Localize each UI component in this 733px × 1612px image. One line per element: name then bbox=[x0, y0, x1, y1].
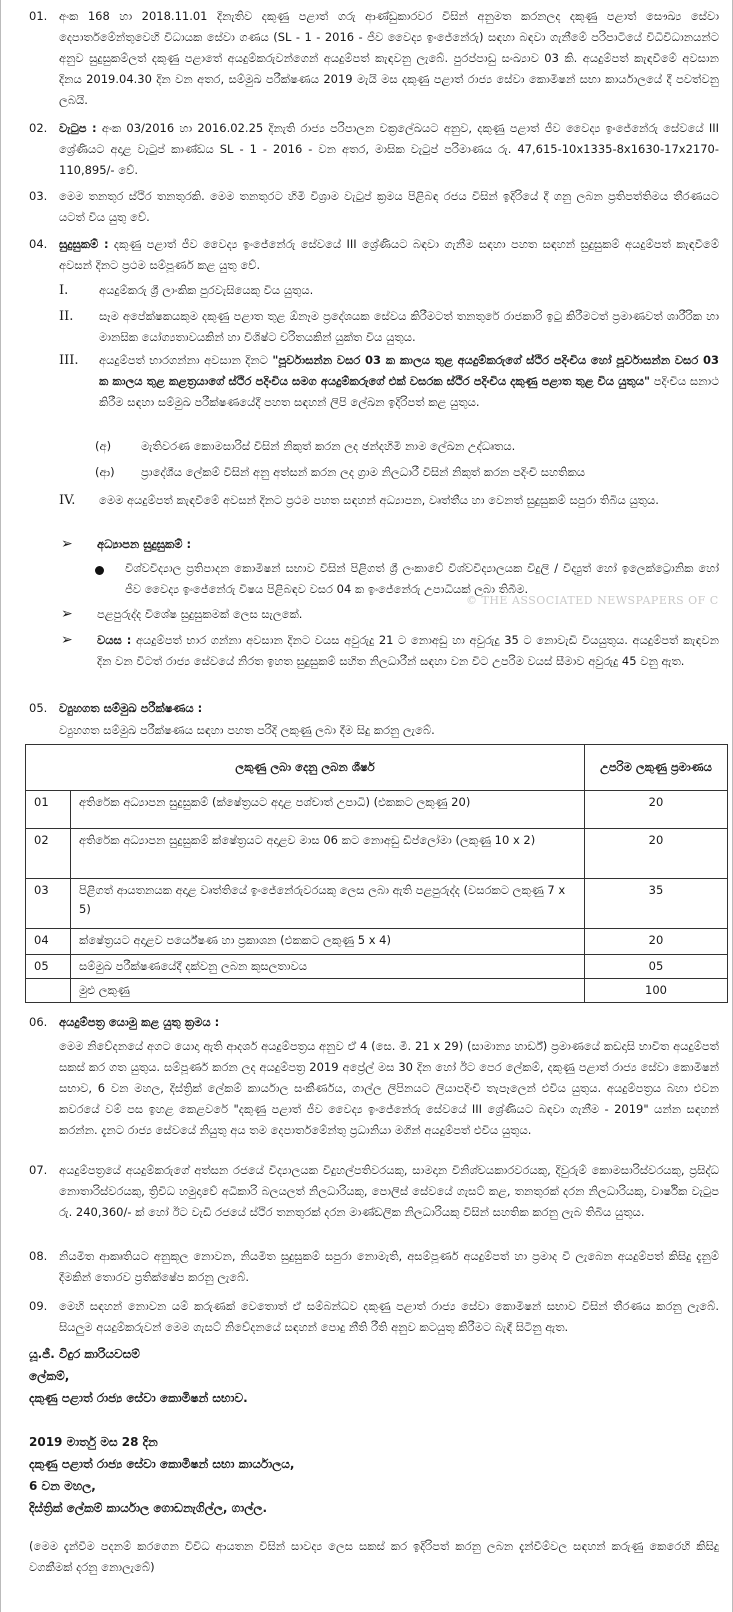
education-text: විශ්වවිද්‍යාල ප්‍රතිපාදන කොමිෂන් සභාව විසින් පිළිගත් ශ්‍රී ලංකාවේ විශ්වවිද්‍යාලයක විදුලි / විද්‍යුත් හෝ ඉලෙක්ට්‍රොනික හෝ ජීව වෛද්‍ය ඉංජේනේරු විෂය පිළිබඳව වසර 04 ක ඉංජේනේරු උපාධියක් ලබා තිබීම. bbox=[125, 561, 719, 596]
item-ii-numeral: II. bbox=[59, 309, 74, 324]
row-number: 02 bbox=[26, 829, 71, 879]
table-row bbox=[26, 829, 728, 879]
arrow-icon: ➢ bbox=[61, 632, 73, 648]
section-06-text: මෙම නිවේදනයේ අගට යොදා ඇති ආදර්ශ අයදුම්පත්‍රය අනුව ඒ 4 (සෙ. මී. 21 x 29) (සාමාන්‍ය හාර්ඩ්) ප්‍රමාණයේ කඩදාසි භාවිත අයදුම්පත් සකස් කර ගත යුතුය. සම්පූර්ණ කරන ලද අයදුම්පත්‍ර 2019 අප්‍රේල් මස 30 දින හෝ ඊට පෙර ලේකම්, දකුණු පළාත් රාජ්‍ය සේවා කොමිෂන් සභාව, 6 වන මහල, දිස්ත්‍රික් ලේකම් කාර්යාල සංකීර්ණය, ගාල්ල ලිපිනයට ලියාපදිංචි තැපෑලෙන් එවිය යුතුය. අයදුම්පත්‍රය බහා එවන කවරයේ වම් පස ඉහළ කෙළවරේ "දකුණු පළාත් ජීව වෛද්‍ය ඉංජේනේරු සේවයේ III ශ්‍රේණියට බඳවා ගැනීම - 2019" යන්න සඳහන් කරන්න. දැනට රාජ්‍ය සේවයේ නියුතු අය තම දෙපාර්තමේන්තු ප්‍රධානියා මගින් අයදුම්පත් එවිය යුතුය. bbox=[59, 1039, 719, 1137]
item-iii-numeral: III. bbox=[59, 353, 79, 368]
item-iii-residency-rule: "පූර්වාසන්න වසර 03 ක කාලය තුළ අයදුම්කරුගේ ස්ථිර පදිංචිය හෝ පූර්වාසන්න වසර 03 ක කාලය තුළ කළත්‍රයාගේ ස්ථිර පදිංචිය සමග අයදුම්කරුගේ එක් වසරක ස්ථිර පදිංචිය දකුණු පළාත තුළ විය යුතුය" bbox=[99, 353, 720, 388]
interview-intro: ව්‍යුහගත සම්මුඛ පරීක්ෂණය සඳහා පහත පරිදි ලකුණු ලබා දීම සිදු කරනු ලැබේ. bbox=[59, 723, 435, 737]
item-i-text: අයදුම්කරු ශ්‍රී ලාංකික පුරවැසියෙකු විය යුතුය. bbox=[99, 283, 314, 297]
row-criteria: පිළිගත් ආයතනයක අදාළ වෘත්තියේ ඉංජේනේරුවරයකු ලෙස ලබා ඇති පළපුරුද්ද (වසරකට ලකුණු 7 x 5) bbox=[71, 879, 585, 929]
item-iii-pre: අයදුම්පත් භාරගන්නා අවසාන දිනට bbox=[99, 353, 273, 367]
notice-date: 2019 මාර්තු මස 28 දින bbox=[29, 1435, 158, 1449]
row-criteria: අතිරේක අධ්‍යාපන සුදුසුකම් (ක්ෂේත්‍රයට අදාළ පශ්චාත් උපාධි) (එකකට ලකුණු 20) bbox=[71, 791, 585, 829]
item-iii-post: පදිංචිය සනාථ කිරීම සඳහා සම්මුඛ පරීක්ෂණයේදී පහත සඳහන් ලිපි ලේඛන ඉදිරිපත් කළ යුතුය. bbox=[99, 374, 719, 409]
section-02-paragraph bbox=[59, 118, 719, 181]
section-01-number: 01. bbox=[29, 9, 48, 23]
row-number bbox=[26, 979, 71, 1003]
section-06-number: 06. bbox=[29, 1015, 48, 1029]
bullet-icon bbox=[95, 566, 104, 575]
doc-b-text: ප්‍රාදේශීය ලේකම් විසින් අනු අත්සන් කරන ලද ග්‍රාම නිලධාරී විසින් නිකුත් කරන පදිංචි සහතිකය bbox=[141, 465, 586, 479]
section-03-number: 03. bbox=[29, 189, 48, 203]
row-number: 01 bbox=[26, 791, 71, 829]
row-number: 03 bbox=[26, 879, 71, 929]
address-line-2: 6 වන මහල, bbox=[29, 1479, 96, 1493]
marks-table bbox=[25, 744, 728, 1003]
row-marks: 35 bbox=[585, 879, 728, 929]
row-criteria: අතිරේක අධ්‍යාපන සුදුසුකම් ක්ෂේත්‍රයට අදාළව මාස 06 කට නොඅඩු ඩිප්ලෝමා (ලකුණු 10 x 2) bbox=[71, 829, 585, 879]
row-marks: 20 bbox=[585, 929, 728, 955]
arrow-icon: ➢ bbox=[61, 606, 73, 622]
signatory-name: යූ.ජී. විදුර කාරියවසම් bbox=[29, 1347, 140, 1361]
total-label: මුළු ලකුණු bbox=[71, 979, 585, 1003]
item-iv-numeral: IV. bbox=[59, 493, 76, 508]
section-01-text: අංක 168 හා 2018.11.01 දිනැතිව දකුණු පළාත් ගරු ආණ්ඩුකාරවර විසින් අනුමත කරනලද දකුණු පළාත් සෞඛ්‍ය සේවා දෙපාර්තමේන්තුවෙහි විධායක සේවා ගණය (SL - 1 - 2016 - ජීව වෛද්‍ය ඉංජේනේරු) සඳහා බඳවා ගැනීමේ පරිපාටියේ විධිවිධානයන්ට අනුව සුදුසුකම්ලත් දකුණු පළාතේ අයදුම්කරුවන්ගෙන් අයදුම්පත් කැඳවනු ලැබේ. පුරප්පාඩු සංඛ්‍යාව 03 කි. අයදුම්පත් කැඳවීමේ අවසාන දිනය 2019.04.30 දින වන අතර, සම්මුඛ පරීක්ෂණය 2019 මැයි මස දකුණු පළාත් රාජ්‍ය සේවා කොමිෂන් සභා කාර්යාලයේ දී පවත්වනු ලබයි. bbox=[59, 9, 719, 107]
qualifications-intro: දකුණු පළාත් ජීව වෛද්‍ය ඉංජේනේරු සේවයේ III ශ්‍රේණියට බඳවා ගැනීම සඳහා පහත සඳහන් සුදුසුකම් අයදුම්පත් කැඳවීමේ අවසන් දිනට ප්‍රථම සම්පූර්ණ කළ යුතු වේ. bbox=[59, 237, 720, 272]
interview-label: ව්‍යුහගත සම්මුඛ පරීක්ෂණය : bbox=[59, 701, 203, 715]
disclaimer-note: (මෙම දැන්වීම පදනම් කරගෙන විවිධ ආයතන විසින් සාවද්‍ය ලෙස සකස් කර ඉදිරිපත් කරනු ලබන දැන්වීම්වල සඳහන් කරුණු කෙරෙහි කිසිදු වගකීමක් දරනු නොලැබේ) bbox=[29, 1539, 719, 1574]
section-09-number: 09. bbox=[29, 1299, 48, 1313]
table-header-row bbox=[26, 745, 728, 791]
experience-text: පළපුරුද්ද විශේෂ සුදුසුකමක් ලෙස සැලකේ. bbox=[97, 607, 303, 621]
age-label: වයස : bbox=[97, 633, 132, 647]
section-04-intro bbox=[59, 234, 719, 276]
section-04-number: 04. bbox=[29, 237, 48, 251]
salary-label: වැටුප : bbox=[59, 121, 97, 135]
section-05-number: 05. bbox=[29, 701, 48, 715]
address-line-3: දිස්ත්‍රික් ලේකම් කාර්යාල ගොඩනැගිල්ල, ගාල්ල. bbox=[29, 1501, 268, 1515]
application-method-label: අයදුම්පත්‍ර යොමු කළ යුතු ක්‍රමය : bbox=[59, 1015, 220, 1029]
section-07-text: අයදුම්පත්‍රයේ අයදුම්කරුගේ අත්සන රජයේ විද්‍යාලයක විදුහල්පතිවරයකු, සාමදාන විනිශ්චයකාරවරයකු, දිවුරුම් කොමසාරිස්වරයකු, ප්‍රසිද්ධ නොතාරිස්වරයකු, ත්‍රිවිධ හමුදාවේ අධිකාරි බලයලත් නිලධාරියකු, පොලිස් සේවයේ ගැසට් කළ, තනතුරක් දරන නිලධාරියකු, වාර්ෂික වැටුප රු. 240,360/- ක් හෝ ඊට වැඩි රජයේ ස්ථිර තනතුරක් දරන මාණ්ඩලික නිලධාරියකු විසින් සහතික කරනු ලැබ තිබිය යුතුය. bbox=[59, 1163, 719, 1219]
row-number: 04 bbox=[26, 929, 71, 955]
row-criteria: සම්මුඛ පරීක්ෂණයේදී දක්වනු ලබන කුසලතාවය bbox=[71, 955, 585, 979]
section-09-text: මෙහි සඳහන් නොවන යම් කරුණක් වෙතොත් ඒ සම්බන්ධව දකුණු පළාත් රාජ්‍ය සේවා කොමිෂන් සභාව විසින් තීරණය කරනු ලැබේ. සියලුම අයදුම්කරුවන් මෙම ගැසට් නිවේදනයේ සඳහන් පොදු නීති රීති අනුව කටයුතු කිරීමට බැඳී සිටිනු ඇත. bbox=[59, 1299, 719, 1334]
item-iii-text bbox=[99, 350, 719, 413]
section-08-number: 08. bbox=[29, 1249, 48, 1263]
section-07-number: 07. bbox=[29, 1163, 48, 1177]
table-row bbox=[26, 879, 728, 929]
signatory-title: ලේකම්, bbox=[29, 1369, 70, 1383]
address-line-1: දකුණු පළාත් රාජ්‍ය සේවා කොමිෂන් සභා කාර්යාලය, bbox=[29, 1457, 295, 1471]
table-header-criteria: ලකුණු ලබා දෙනු ලබන ශීර්ෂ bbox=[26, 745, 585, 791]
table-row bbox=[26, 955, 728, 979]
arrow-icon: ➢ bbox=[61, 536, 73, 552]
item-i-numeral: I. bbox=[59, 283, 69, 298]
table-header-max-marks: උපරිම ලකුණු ප්‍රමාණය bbox=[585, 745, 728, 791]
age-text: අයදුම්පත් භාර ගන්නා අවසාන දිනට වයස අවුරුදු 21 ට නොඅඩු හා අවුරුදු 35 ට නොවැඩි වියයුතුය. අයදුම්පත් කැඳවන දින වන විටත් රාජ්‍ය සේවයේ නිරත ඉහත සුදුසුකම් සහිත නිලධාරීන් සඳහා වන විට උපරිම වයස් සීමාව අවුරුදු 45 වනු ඇත. bbox=[97, 633, 719, 668]
age-paragraph bbox=[97, 630, 719, 672]
item-ii-text: සෑම අපේක්ෂකයකුම දකුණු පළාත තුළ ඕනෑම ප්‍රදේශයක සේවය කිරීමටත් තනතුරේ රාජකාරි ඉටු කිරීමටත් ප්‍රමාණවත් ශාරීරික හා මානසික යෝග්‍යතාවයකින් හා විශිෂ්ට චරිතයකින් යුක්ත විය යුතුය. bbox=[99, 309, 719, 344]
qualifications-label: සුදුසුකම් : bbox=[59, 237, 109, 251]
watermark: © THE ASSOCIATED NEWSPAPERS OF C bbox=[466, 594, 719, 607]
total-marks: 100 bbox=[585, 979, 728, 1003]
section-08-text: නියමිත ආකෘතියට අනුකූල නොවන, නියමිත සුදුසුකම් සපුරා නොමැති, අසම්පූර්ණ අයදුම්පත් හා ප්‍රමාද වී ලැබෙන අයදුම්පත් කිසිදු දැනුම් දීමකින් තොරව ප්‍රතික්ෂේප කරනු ලැබේ. bbox=[59, 1249, 719, 1284]
salary-text: අංක 03/2016 හා 2016.02.25 දිනැති රාජ්‍ය පරිපාලන චක්‍රලේඛයට අනුව, දකුණු පළාත් ජීව වෛද්‍ය ඉංජේනේරු සේවයේ III ශ්‍රේණියට අදාළ වැටුප් කාණ්ඩය SL - 1 - 2016 - වන අතර, මාසික වැටුප් පරිමාණය රු. 47,615-10x1335-8x1630-17x2170-110,895/- වේ. bbox=[59, 121, 719, 177]
row-marks: 20 bbox=[585, 791, 728, 829]
education-label: අධ්‍යාපන සුදුසුකම් : bbox=[97, 537, 192, 551]
row-criteria: ක්ෂේත්‍රයට අදාළව පර්යේෂණ හා ප්‍රකාශන (එකකට ලකුණු 5 x 4) bbox=[71, 929, 585, 955]
doc-b-mark: (ආ) bbox=[95, 465, 115, 479]
section-02-number: 02. bbox=[29, 121, 48, 135]
doc-a-text: මැතිවරණ කොමසාරිස් විසින් නිකුත් කරන ලද ඡන්දහිමි නාම ලේඛන උද්ධෘතය. bbox=[141, 439, 516, 453]
table-row bbox=[26, 929, 728, 955]
section-03-text: මෙම තනතුර ස්ථිර තනතුරකි. මෙම තනතුරට හිමි විශ්‍රාම වැටුප් ක්‍රමය පිළිබඳ රජය විසින් ඉදිරියේ දී ගනු ලබන ප්‍රතිපත්තිමය තීරණයට යටත් විය යුතු වේ. bbox=[59, 189, 719, 224]
row-marks: 20 bbox=[585, 829, 728, 879]
doc-a-mark: (අ) bbox=[95, 439, 112, 453]
table-total-row bbox=[26, 979, 728, 1003]
item-iv-text: මෙම අයදුම්පත් කැඳවීමේ අවසන් දිනට ප්‍රථම පහත සඳහන් අධ්‍යාපන, වෘත්තීය හා වෙනත් සුදුසුකම් සපුරා තිබිය යුතුය. bbox=[99, 493, 659, 507]
row-number: 05 bbox=[26, 955, 71, 979]
row-marks: 05 bbox=[585, 955, 728, 979]
signatory-org: දකුණු පළාත් රාජ්‍ය සේවා කොමිෂන් සභාව. bbox=[29, 1391, 248, 1405]
table-row bbox=[26, 791, 728, 829]
